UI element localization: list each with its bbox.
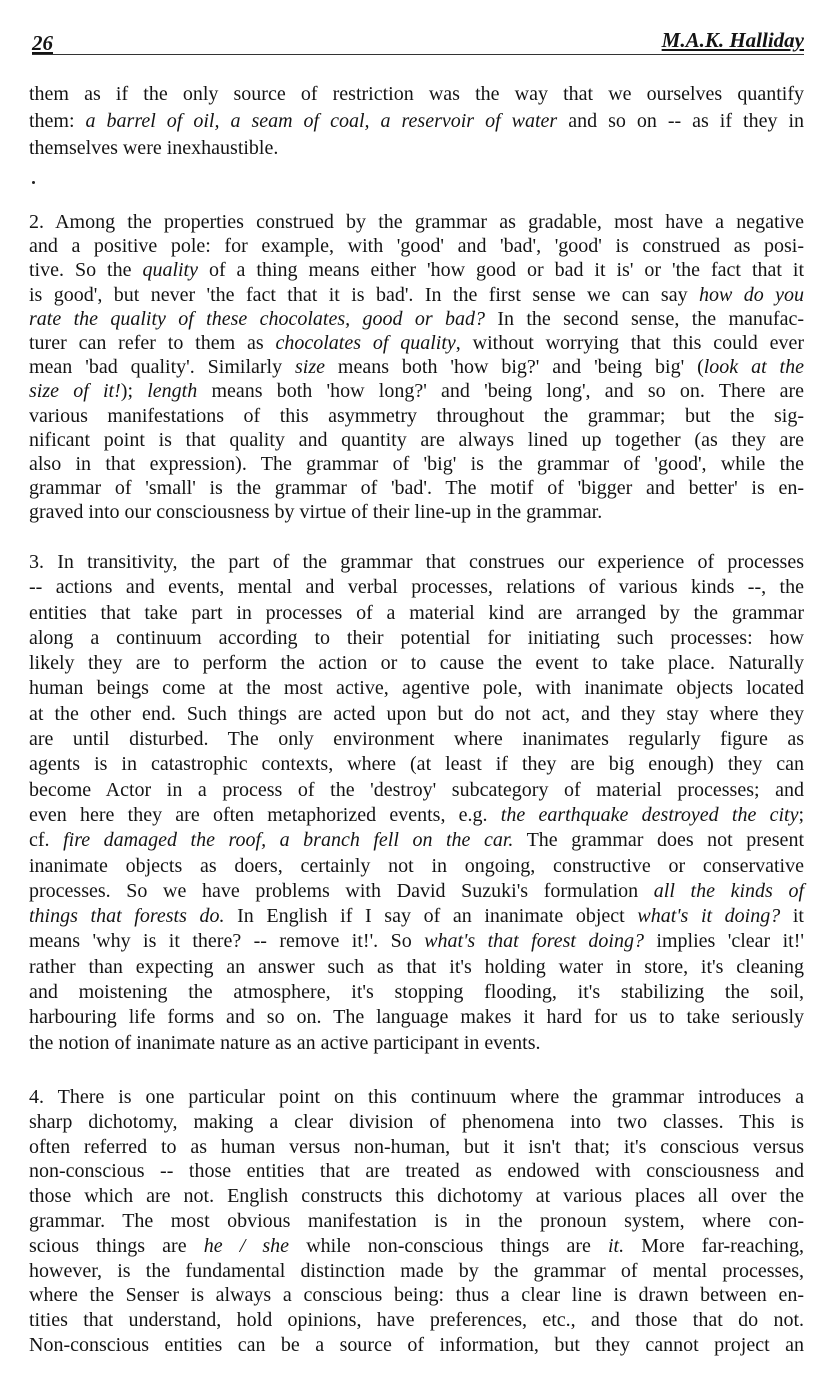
text-line [29, 1005, 804, 1030]
scan-speck [32, 181, 35, 184]
text-line [29, 1184, 804, 1209]
text-run: the notion of inanimate nature as an active participant in events. [29, 1031, 541, 1054]
text-run: and a positive pole: for example, with 'good' and 'bad', 'good' is construed as posi- [29, 235, 804, 258]
text-run: Non-conscious entities can be a source of information, but they cannot project an [29, 1333, 804, 1356]
italic-example: the earthquake destroyed the city [500, 803, 799, 826]
text-run: various manifestations of this asymmetry throughout the grammar; but the sig- [29, 404, 804, 427]
text-run: and so on -- as if they in [557, 110, 805, 132]
text-run: processes. So we have problems with David Suzuki's formulation [29, 879, 654, 902]
text-run: tive. So the [29, 259, 143, 282]
text-line [29, 1110, 804, 1135]
italic-example: how do you [698, 283, 804, 306]
text-line [29, 727, 804, 752]
text-run: -- actions and events, mental and verbal processes, relations of various kinds --, the [29, 576, 804, 599]
text-line [29, 752, 804, 777]
text-line [29, 1159, 804, 1184]
text-line [29, 955, 804, 980]
text-line [29, 879, 804, 904]
italic-example: what's that forest doing? [424, 930, 644, 953]
text-run: turer can refer to them as [29, 332, 276, 355]
text-line [29, 500, 804, 524]
text-run: means both 'how long?' and 'being long', and so on. There are [197, 380, 804, 403]
paragraph-continuation [29, 81, 804, 162]
text-line [29, 651, 804, 676]
text-line [29, 778, 804, 803]
text-run: 3. In transitivity, the part of the grammar that construes our experience of processes [29, 551, 804, 573]
text-line [29, 476, 804, 500]
text-line [29, 1333, 804, 1358]
text-run: agents is in catastrophic contexts, where (at least if they are big enough) they can [29, 753, 804, 776]
text-run: rather than expecting an answer such as that it's holding water in store, it's cleaning [29, 955, 804, 978]
text-run: harbouring life forms and so on. The language makes it hard for us to take seriously [29, 1006, 804, 1029]
text-run: means both 'how big?' and 'being big' ( [325, 356, 704, 379]
text-line [29, 379, 804, 403]
text-run: grammar. The most obvious manifestation is in the pronoun system, where con- [29, 1209, 804, 1232]
text-line [29, 1085, 804, 1110]
text-run: nificant point is that quality and quantity are always lined up together (as they are [29, 428, 804, 451]
text-line [29, 108, 804, 135]
text-line [29, 428, 804, 452]
italic-example: look at the [703, 356, 804, 379]
text-run: and moistening the atmosphere, it's stopping flooding, it's stabilizing the soil, [29, 981, 804, 1004]
italic-example: fire damaged the roof, a branch fell on the car. [63, 829, 514, 852]
text-run: themselves were inexhaustible. [29, 137, 279, 159]
italic-example: all the kinds of [653, 879, 804, 902]
text-line [29, 355, 804, 379]
text-line [29, 702, 804, 727]
text-line [29, 626, 804, 651]
text-run: graved into our consciousness by virtue of their line-up in the grammar. [29, 501, 603, 524]
text-run: scious things are [29, 1234, 204, 1257]
text-run: entities that take part in processes of a material kind are arranged by the grammar [29, 601, 804, 624]
text-run: even here they are often metaphorized events, e.g. [29, 803, 501, 826]
text-run: human beings come at the most active, agentive pole, with inanimate objects located [29, 677, 804, 700]
text-line [29, 803, 804, 828]
text-run: while non-conscious things are [289, 1234, 608, 1257]
text-run: them: [29, 110, 86, 132]
text-run: cf. [29, 829, 64, 852]
paragraph-3-transitivity [29, 550, 804, 1056]
text-line [29, 1259, 804, 1284]
italic-example: a barrel of oil, a seam of coal, a reservoir of water [85, 110, 558, 132]
text-line [29, 550, 804, 575]
text-line [29, 452, 804, 476]
italic-example: it. [608, 1234, 625, 1257]
text-line [29, 904, 804, 929]
text-run: More far-reaching, [624, 1234, 805, 1257]
text-line [29, 258, 804, 282]
text-line [29, 1031, 804, 1056]
text-line [29, 854, 804, 879]
italic-example: rate the quality of these chocolates, good or bad? [29, 307, 485, 330]
italic-example: what's it doing? [637, 905, 781, 928]
text-line [29, 828, 804, 853]
text-run: inanimate objects as doers, certainly not in ongoing, constructive or conservative [29, 854, 804, 877]
text-run: sharp dichotomy, making a clear division of phenomena into two classes. This is [29, 1110, 804, 1133]
text-run: means 'why is it there? -- remove it!'. So [29, 930, 425, 953]
text-run: grammar of 'small' is the grammar of 'bad'. The motif of 'bigger and better' is en- [29, 477, 804, 500]
text-line [29, 135, 804, 162]
text-run: non-conscious -- those entities that are treated as endowed with consciousness and [29, 1160, 804, 1183]
italic-example: things that forests do. [29, 905, 225, 928]
text-run: tities that understand, hold opinions, have preferences, etc., and those that do not. [29, 1309, 804, 1332]
text-run: are until disturbed. The only environment where inanimates regularly figure as [29, 728, 804, 751]
text-run: implies 'clear it!' [643, 930, 805, 953]
text-run: , without worrying that this could ever [455, 332, 804, 355]
text-line [29, 601, 804, 626]
text-run: those which are not. English constructs this dichotomy at various places all over the [29, 1185, 804, 1208]
text-run: however, is the fundamental distinction made by the grammar of mental processes, [29, 1259, 804, 1282]
text-line [29, 1283, 804, 1308]
italic-example: he / she [203, 1234, 290, 1257]
text-line [29, 929, 804, 954]
text-run: In the second sense, the manufac- [484, 307, 804, 330]
text-line [29, 210, 804, 234]
text-run: often referred to as human versus non-human, but it isn't that; it's conscious versus [29, 1135, 804, 1158]
text-run: them as if the only source of restriction was the way that we ourselves quantify [29, 83, 804, 105]
paragraph-2-gradable-poles [29, 210, 804, 525]
italic-example: chocolates of quality [275, 332, 456, 355]
text-run: The grammar does not present [513, 829, 804, 852]
text-run: ); [120, 380, 148, 403]
text-run: In English if I say of an inanimate object [224, 905, 638, 928]
text-run: it [780, 905, 804, 928]
text-line [29, 980, 804, 1005]
text-line [29, 1308, 804, 1333]
italic-example: size [295, 356, 326, 379]
text-line [29, 307, 804, 331]
text-run: ; [798, 803, 805, 826]
page-header [32, 26, 804, 55]
text-line [29, 234, 804, 258]
text-line [29, 1209, 804, 1234]
text-line [29, 81, 804, 108]
text-run: is good', but never 'the fact that it is bad'. In the first sense we can say [29, 283, 699, 306]
text-run: mean 'bad quality'. Similarly [29, 356, 296, 379]
text-run: become Actor in a process of the 'destroy' subcategory of material processes; and [29, 778, 804, 801]
text-line [29, 575, 804, 600]
text-run: at the other end. Such things are acted upon but do not act, and they stay where they [29, 702, 804, 725]
text-line [29, 676, 804, 701]
text-run: also in that expression). The grammar of 'big' is the grammar of 'good', while the [29, 453, 804, 476]
italic-example: size of it! [29, 380, 121, 403]
text-run: 2. Among the properties construed by the grammar as gradable, most have a negative [29, 211, 804, 233]
text-run: along a continuum according to their potential for initiating such processes: how [29, 626, 804, 649]
text-run: 4. There is one particular point on this continuum where the grammar introduces a [29, 1086, 804, 1108]
text-line [29, 331, 804, 355]
text-line [29, 283, 804, 307]
running-head-author: M.A.K. Halliday [661, 28, 804, 52]
italic-example: length [147, 380, 198, 403]
page-number: 26 [32, 31, 53, 55]
text-line [29, 1234, 804, 1259]
text-run: of a thing means either 'how good or bad it is' or 'the fact that it [197, 259, 805, 282]
italic-example: quality [142, 259, 198, 282]
paragraph-4-consciousness [29, 1085, 804, 1358]
text-run: likely they are to perform the action or to cause the event to take place. Naturally [29, 652, 804, 675]
text-run: where the Senser is always a conscious being: thus a clear line is drawn between en- [29, 1284, 804, 1307]
text-line [29, 404, 804, 428]
text-line [29, 1135, 804, 1160]
